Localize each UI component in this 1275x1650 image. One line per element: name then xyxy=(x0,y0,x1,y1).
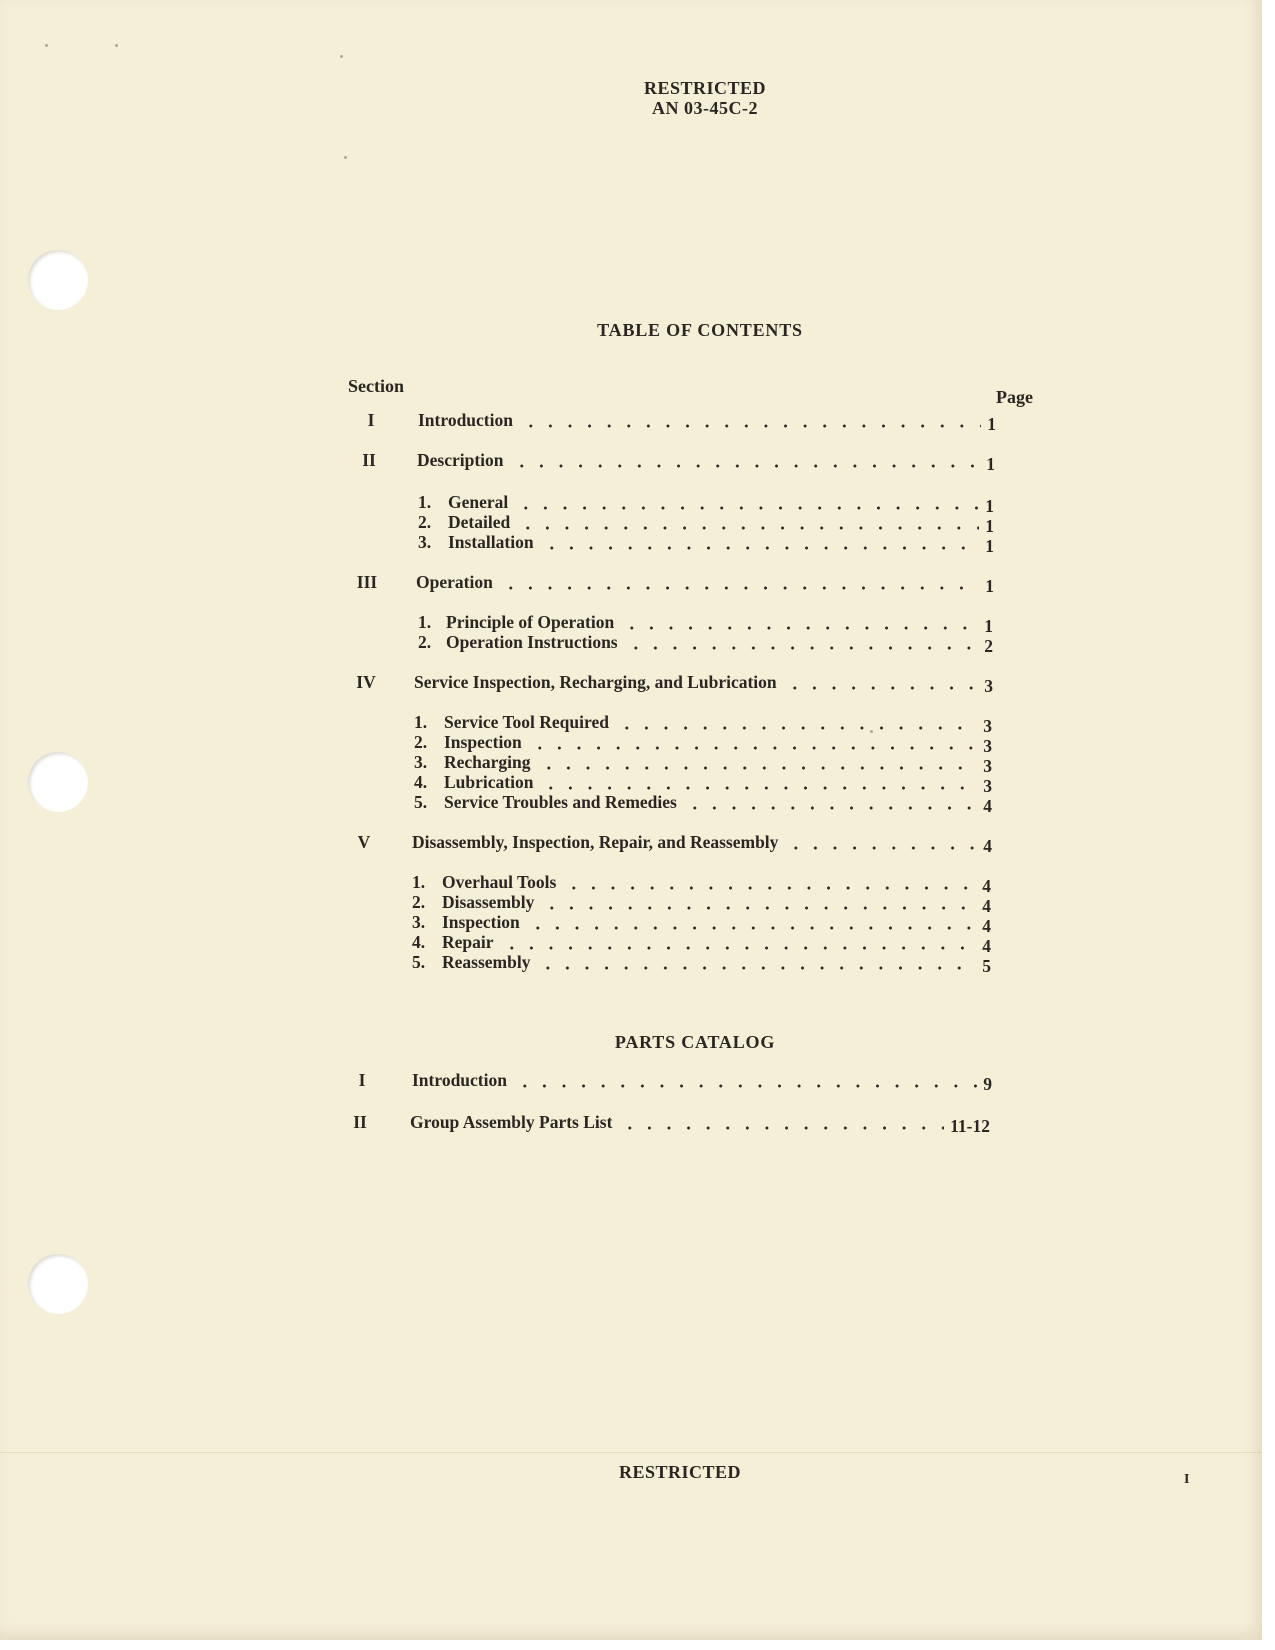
section-title: Introduction xyxy=(418,410,513,430)
dot-leader xyxy=(530,746,977,750)
subsection-number: 1. xyxy=(418,612,432,632)
dot-leader xyxy=(512,464,980,468)
section-column-heading: Section xyxy=(348,376,404,396)
scan-margin-bottom xyxy=(0,1640,1275,1650)
parts-entry-i[interactable] xyxy=(342,1070,992,1092)
section-numeral: I xyxy=(367,410,375,430)
page-column-heading: Page xyxy=(996,387,1033,407)
toc-subentry[interactable] xyxy=(418,532,994,554)
parts-catalog-title: PARTS CATALOG xyxy=(614,1032,776,1052)
section-title: Description xyxy=(417,450,504,470)
dot-leader xyxy=(541,786,977,790)
footer-classification: RESTRICTED xyxy=(618,1462,742,1482)
dot-leader xyxy=(685,806,977,810)
page-number: 4 xyxy=(982,936,991,956)
dot-leader xyxy=(528,926,976,930)
dot-leader xyxy=(620,1126,944,1130)
toc-subentry[interactable] xyxy=(414,712,992,734)
subsection-title: Recharging xyxy=(444,752,531,772)
subsection-title: Principle of Operation xyxy=(446,612,615,632)
toc-subentry[interactable] xyxy=(418,492,994,514)
dot-leader xyxy=(786,846,977,850)
section-numeral: V xyxy=(357,832,371,852)
toc-subentry[interactable] xyxy=(418,632,993,654)
subsection-number: 3. xyxy=(418,532,432,552)
subsection-title: General xyxy=(448,492,509,512)
subsection-title: Lubrication xyxy=(444,772,534,792)
toc-subentry[interactable] xyxy=(412,872,991,894)
toc-title: TABLE OF CONTENTS xyxy=(597,320,803,340)
page-folio: I xyxy=(1184,1472,1190,1487)
page-number: 4 xyxy=(982,916,991,936)
dot-leader xyxy=(785,686,978,690)
page-number: 1 xyxy=(985,516,994,536)
page-number: 3 xyxy=(984,676,993,696)
subsection-number: 5. xyxy=(412,952,426,972)
subsection-number: 2. xyxy=(418,512,432,532)
subsection-title: Installation xyxy=(448,532,534,552)
page-number: 4 xyxy=(982,876,991,896)
toc-entry-section-ii[interactable] xyxy=(349,450,995,472)
page-number: 1 xyxy=(984,616,993,636)
page-number: 1 xyxy=(985,536,994,556)
header-classification: RESTRICTED xyxy=(643,78,767,98)
toc-subentry[interactable] xyxy=(412,912,991,934)
dot-leader xyxy=(617,726,977,730)
page-number: 2 xyxy=(984,636,993,656)
punch-hole-top xyxy=(28,250,88,310)
scan-margin-right xyxy=(1262,0,1275,1650)
paper-speck xyxy=(115,44,118,47)
subsection-number: 1. xyxy=(418,492,432,512)
dot-leader xyxy=(542,906,976,910)
toc-entry-section-iv[interactable] xyxy=(346,672,993,694)
section-title: Disassembly, Inspection, Repair, and Reassembly xyxy=(412,832,779,852)
section-numeral: II xyxy=(362,450,376,470)
header-document-number: AN 03-45C-2 xyxy=(652,98,758,118)
page-number: 9 xyxy=(983,1074,992,1094)
subsection-number: 3. xyxy=(414,752,428,772)
subsection-title: Disassembly xyxy=(442,892,535,912)
page-number: 1 xyxy=(986,454,995,474)
toc-subentry[interactable] xyxy=(412,952,991,974)
dot-leader xyxy=(521,424,981,428)
punch-hole-middle xyxy=(28,752,88,812)
toc-entry-section-v[interactable] xyxy=(344,832,992,854)
paper-speck xyxy=(45,44,48,47)
subsection-title: Detailed xyxy=(448,512,511,532)
section-title: Operation xyxy=(416,572,493,592)
subsection-number: 1. xyxy=(412,872,426,892)
subsection-number: 4. xyxy=(414,772,428,792)
subsection-number: 3. xyxy=(412,912,426,932)
page-number: 4 xyxy=(983,796,992,816)
parts-entry-ii[interactable] xyxy=(340,1112,990,1134)
dot-leader xyxy=(538,966,976,970)
dot-leader xyxy=(515,1084,977,1088)
dot-leader xyxy=(564,886,976,890)
subsection-title: Inspection xyxy=(444,732,522,752)
toc-subentry[interactable] xyxy=(418,512,994,534)
page-number: 5 xyxy=(982,956,991,976)
subsection-number: 2. xyxy=(418,632,432,652)
paper-speck xyxy=(344,156,347,159)
section-numeral: III xyxy=(356,572,378,592)
dot-leader xyxy=(539,766,977,770)
subsection-title: Service Tool Required xyxy=(444,712,609,732)
paper-speck xyxy=(340,55,343,58)
section-numeral: II xyxy=(353,1112,367,1132)
subsection-number: 4. xyxy=(412,932,426,952)
section-numeral: I xyxy=(358,1070,366,1090)
page-crease xyxy=(0,1452,1262,1453)
page-number: 3 xyxy=(983,756,992,776)
dot-leader xyxy=(518,526,979,530)
toc-subentry[interactable] xyxy=(412,932,991,954)
page-number: 1 xyxy=(987,414,996,434)
page-number: 3 xyxy=(983,716,992,736)
toc-entry-section-iii[interactable] xyxy=(347,572,994,594)
subsection-title: Service Troubles and Remedies xyxy=(444,792,677,812)
toc-subentry[interactable] xyxy=(414,752,992,774)
page-number: 4 xyxy=(983,836,992,856)
page-number: 4 xyxy=(982,896,991,916)
page-number: 1 xyxy=(985,576,994,596)
toc-subentry[interactable] xyxy=(414,732,992,754)
subsection-number: 2. xyxy=(414,732,428,752)
page-number: 11-12 xyxy=(950,1116,990,1136)
page-number: 3 xyxy=(983,776,992,796)
dot-leader xyxy=(501,586,979,590)
toc-subentry[interactable] xyxy=(418,612,993,634)
toc-subentry[interactable] xyxy=(412,892,991,914)
subsection-title: Repair xyxy=(442,932,494,952)
punch-hole-bottom xyxy=(28,1254,88,1314)
subsection-number: 2. xyxy=(412,892,426,912)
dot-leader xyxy=(626,646,978,650)
subsection-title: Reassembly xyxy=(442,952,531,972)
dot-leader xyxy=(542,546,979,550)
toc-entry-section-i[interactable] xyxy=(351,410,996,432)
section-numeral: IV xyxy=(356,672,376,692)
parts-section-title: Introduction xyxy=(412,1070,507,1090)
section-title: Service Inspection, Recharging, and Lubrication xyxy=(414,672,777,692)
dot-leader xyxy=(502,946,976,950)
parts-section-title: Group Assembly Parts List xyxy=(410,1112,613,1132)
dot-leader xyxy=(622,626,978,630)
dot-leader xyxy=(516,506,979,510)
subsection-number: 1. xyxy=(414,712,428,732)
page-number: 3 xyxy=(983,736,992,756)
toc-subentry[interactable] xyxy=(414,792,992,814)
subsection-title: Inspection xyxy=(442,912,520,932)
page-header xyxy=(0,78,1275,118)
subsection-number: 5. xyxy=(414,792,428,812)
subsection-title: Operation Instructions xyxy=(446,632,618,652)
page-number: 1 xyxy=(985,496,994,516)
toc-subentry[interactable] xyxy=(414,772,992,794)
subsection-title: Overhaul Tools xyxy=(442,872,557,892)
